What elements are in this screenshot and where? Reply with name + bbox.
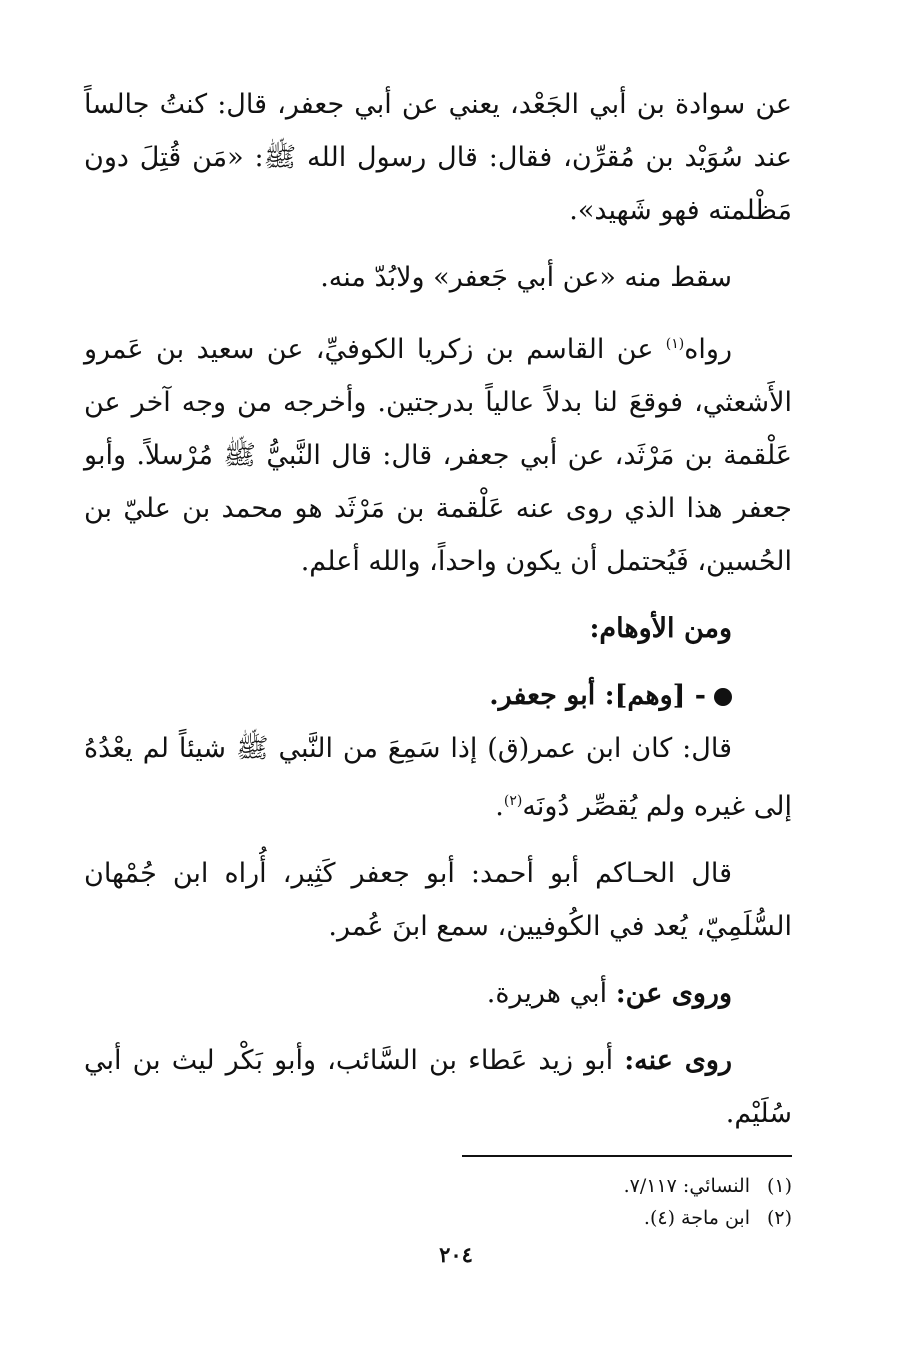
bullet-icon xyxy=(714,688,732,706)
paragraph-4-start: قال: كان ابن عمر(ق) إذا سَمِعَ من النَّبي ﷺ شيئاً لم يعْدُهُ إلى غيره ولم يُقصِّر دُونَه xyxy=(84,733,792,822)
paragraph-4 xyxy=(84,722,792,833)
paragraph-7 xyxy=(84,1034,792,1140)
footnote-divider xyxy=(462,1155,792,1157)
paragraph-6-label: وروى عن: xyxy=(615,978,732,1009)
bullet-entry xyxy=(84,669,792,722)
section-heading: ومن الأوهام: xyxy=(589,613,732,644)
footnote-2-text: ابن ماجة (٤). xyxy=(643,1207,750,1229)
paragraph-6-text: أبي هريرة. xyxy=(486,978,616,1009)
footnote-ref-2[interactable]: (٢) xyxy=(503,793,523,809)
footnote-2-number: (٢) xyxy=(766,1207,792,1229)
page-number: ٢٠٤ xyxy=(439,1242,473,1267)
paragraph-7-text: أبو زيد عَطاء بن السَّائب، وأبو بَكْر ليث بن أبي سُلَيْم. xyxy=(84,1045,792,1129)
paragraph-4-end: . xyxy=(495,791,504,822)
page-body xyxy=(84,78,792,1140)
paragraph-3 xyxy=(84,318,792,588)
paragraph-1: عن سوادة بن أبي الجَعْد، يعني عن أبي جعفر، قال: كنتُ جالساً عند سُوَيْد بن مُقرِّن، فقال: قال رسول الله ﷺ: «مَن قُتِلَ دون مَظْلمته فهو شَهيد». xyxy=(84,89,792,226)
paragraph-3-start: رواه xyxy=(684,334,732,365)
footnotes xyxy=(232,1170,792,1234)
paragraph-2: سقط منه «عن أبي جَعفر» ولابُدّ منه. xyxy=(320,262,732,293)
footnote-ref-1[interactable]: (١) xyxy=(665,336,685,352)
paragraph-6 xyxy=(84,967,792,1020)
paragraph-3-rest: عن القاسم بن زكريا الكوفيِّ، عن سعيد بن عَمرو الأَشعثي، فوقعَ لنا بدلاً عالياً بدرجتين. وأخرجه من وجه آخر عن عَلْقمة بن مَرْثَد، عن أبي جعفر، قال: قال النَّبيُّ ﷺ مُرْسلاً. وأبو جعفر هذا الذي روى عنه عَلْقمة بن مَرْثَد هو محمد بن عليّ بن الحُسين، فَيُحتمل أن يكون واحداً، والله أعلم. xyxy=(84,334,792,577)
paragraph-5: قال الحـاكم أبو أحمد: أبو جعفر كَثِير، أُراه ابن جُمْهان السُّلَمِيّ، يُعد في الكُوفيين، سمع ابنَ عُمر. xyxy=(84,858,792,942)
footnote-1-text: النسائي: ٧/١١٧. xyxy=(623,1175,750,1197)
footnote-1 xyxy=(232,1170,792,1202)
footnote-2 xyxy=(232,1202,792,1234)
footnote-1-number: (١) xyxy=(766,1175,792,1197)
paragraph-7-label: روى عنه: xyxy=(624,1045,732,1076)
bullet-text: - [وهم]: أبو جعفر. xyxy=(489,680,706,711)
